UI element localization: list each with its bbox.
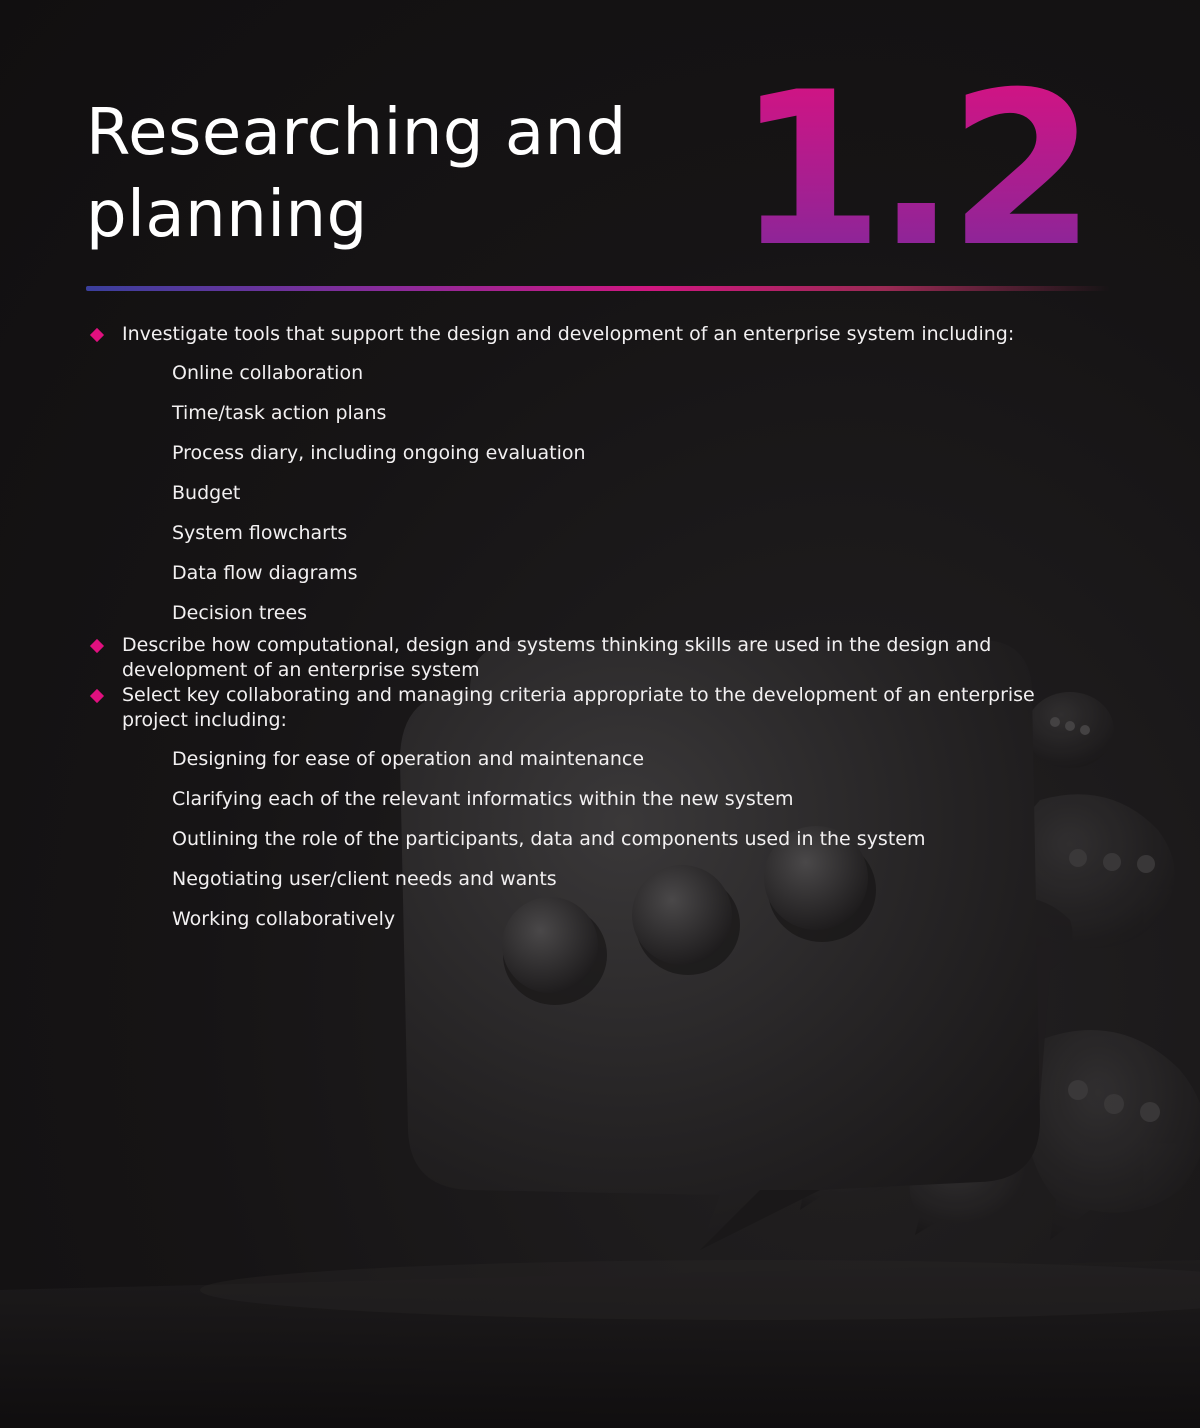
sub-list — [122, 739, 1086, 939]
diamond-bullet-icon — [90, 639, 104, 653]
sub-list-item: Working collaboratively — [172, 908, 396, 930]
bullet-text: Investigate tools that support the design and development of an enterprise system including: — [122, 323, 1015, 345]
objectives-list — [86, 322, 1086, 939]
sub-list-item: Time/task action plans — [172, 402, 387, 424]
list-item — [86, 683, 1086, 939]
sub-list-item: Decision trees — [172, 602, 308, 624]
sub-list — [122, 353, 1086, 633]
diamond-bullet-icon — [90, 328, 104, 342]
bullet-text: Describe how computational, design and systems thinking skills are used in the design and development of an enterprise system — [122, 634, 992, 681]
sub-list-item: Budget — [172, 482, 241, 504]
sub-list-item: Online collaboration — [172, 362, 364, 384]
list-item — [86, 633, 1086, 683]
sub-list-item: Designing for ease of operation and maintenance — [172, 748, 645, 770]
sub-list-item: System flowcharts — [172, 522, 348, 544]
page-title: Researching and planning — [86, 96, 627, 252]
sub-list-item: Data flow diagrams — [172, 562, 358, 584]
sub-list-item: Process diary, including ongoing evaluation — [172, 442, 586, 464]
sub-list-item: Outlining the role of the participants, data and components used in the system — [172, 828, 926, 850]
list-item — [86, 322, 1086, 633]
section-number — [728, 38, 1088, 278]
sub-list-item: Clarifying each of the relevant informatics within the new system — [172, 788, 794, 810]
sub-list-item: Negotiating user/client needs and wants — [172, 868, 557, 890]
bullet-text: Select key collaborating and managing criteria appropriate to the development of an enterprise project including: — [122, 684, 1035, 731]
diamond-bullet-icon — [90, 689, 104, 703]
gradient-divider — [86, 286, 1110, 291]
section-number-text: 1.2 — [736, 46, 1088, 278]
